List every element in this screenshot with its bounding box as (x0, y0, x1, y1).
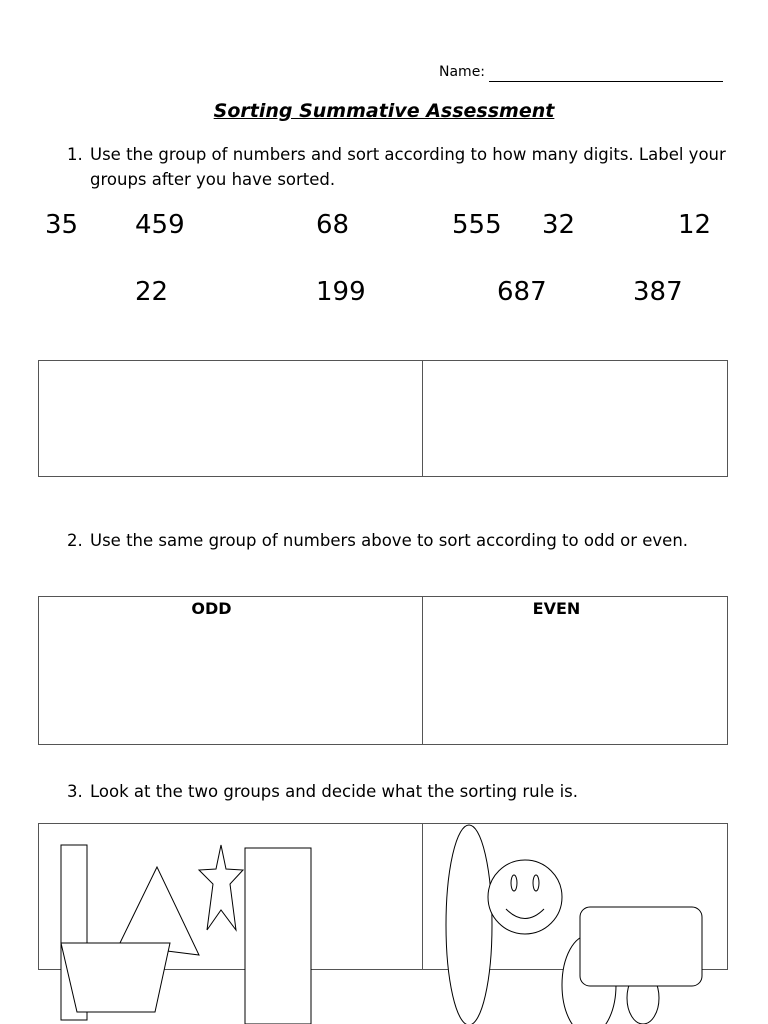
trapezoid-shape (61, 943, 170, 1012)
rounded-rectangle-shape (580, 907, 702, 986)
number-item: 387 (633, 277, 683, 307)
page-title: Sorting Summative Assessment (213, 100, 555, 122)
question-3-text: Look at the two groups and decide what the sorting rule is. (90, 782, 578, 801)
number-item: 459 (135, 210, 185, 240)
question-1-number: 1. (67, 145, 83, 164)
tall-oval-shape (446, 825, 492, 1024)
number-item: 68 (316, 210, 350, 240)
question-3-number: 3. (67, 782, 83, 801)
question-2-number: 2. (67, 531, 83, 550)
rectangle-shape (245, 848, 311, 1024)
star-shape (199, 845, 243, 930)
odd-column-header: ODD (191, 599, 232, 618)
number-item: 32 (542, 210, 576, 240)
number-item: 12 (678, 210, 712, 240)
question-2-text: Use the same group of numbers above to sort according to odd or even. (90, 531, 689, 550)
name-label: Name: (439, 64, 486, 80)
number-item: 35 (45, 210, 79, 240)
number-item: 555 (452, 210, 502, 240)
number-item: 199 (316, 277, 366, 307)
number-item: 687 (497, 277, 547, 307)
even-column-header: EVEN (532, 599, 581, 618)
smiley-face-shape (488, 860, 562, 934)
triangle-shape (119, 867, 199, 955)
question-1-text: Use the group of numbers and sort according to how many digits. Label your groups after you have sorted. (90, 145, 726, 189)
number-item: 22 (135, 277, 169, 307)
